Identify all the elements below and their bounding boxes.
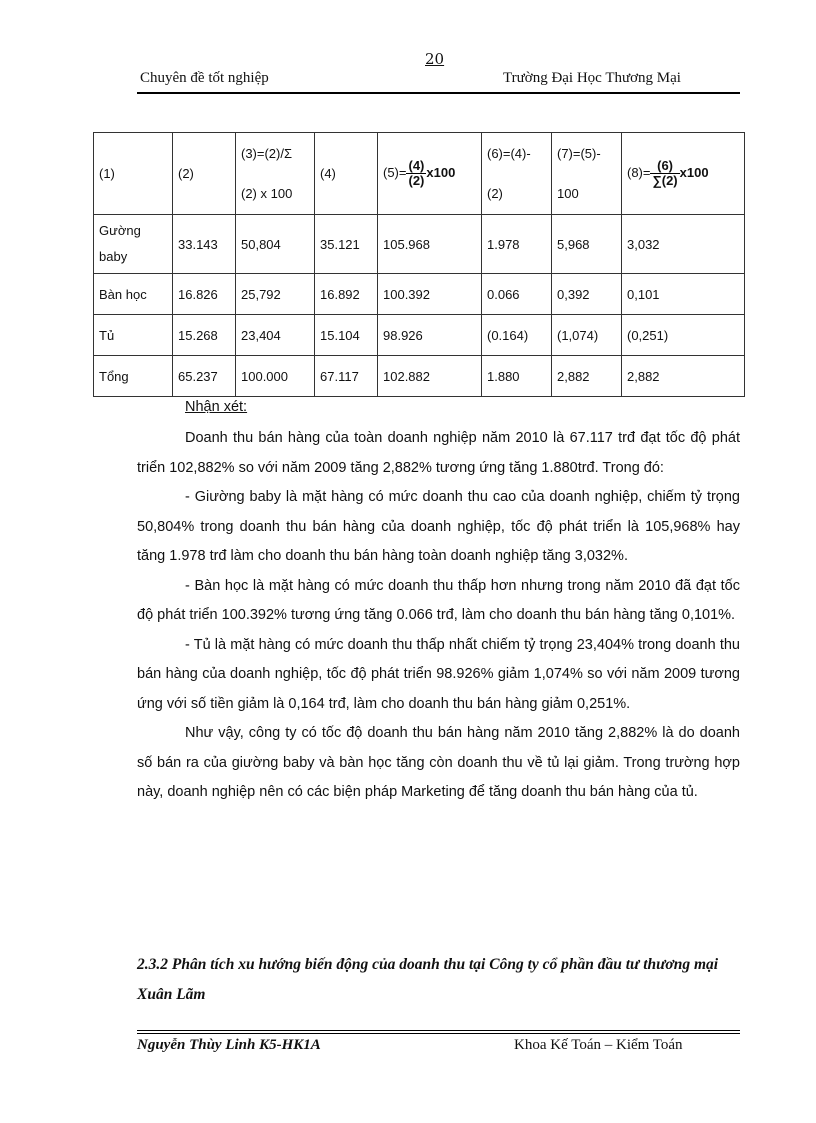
- table-cell: 0,101: [622, 274, 745, 315]
- table-cell: (0.164): [482, 315, 552, 356]
- table-cell: [94, 215, 173, 274]
- paragraph: - Giường baby là mặt hàng có mức doanh thu cao của doanh nghiệp, chiếm tỷ trọng 50,804% trong doanh thu bán hàng của doanh nghiệp, tốc độ phát triển là 105,968% hay tăng 1.978 trđ làm cho doanh thu bán hàng toàn doanh nghiệp tăng 3,032%.: [137, 489, 740, 564]
- footer-right: Khoa Kế Toán – Kiểm Toán: [514, 1037, 683, 1053]
- fraction-denominator: ∑(2): [652, 173, 678, 188]
- table-cell: Bàn học: [94, 274, 173, 315]
- table-cell: 15.268: [173, 315, 236, 356]
- header-text: (2): [178, 166, 194, 181]
- paragraph: Doanh thu bán hàng của toàn doanh nghiệp năm 2010 là 67.117 trđ đạt tốc độ phát triển 102,882% so với năm 2009 tăng 2,882% tương ứng tăng 1.880trđ. Trong đó:: [137, 430, 740, 476]
- table-cell: 33.143: [173, 215, 236, 274]
- footer-divider: [137, 1030, 740, 1031]
- remarks-label: Nhận xét:: [185, 399, 248, 415]
- table-cell: 5,968: [552, 215, 622, 274]
- table-cell: 16.826: [173, 274, 236, 315]
- fraction: [650, 159, 679, 188]
- footer-divider: [137, 1033, 740, 1034]
- revenue-table: [93, 132, 745, 397]
- header-cell: [236, 133, 315, 215]
- table-cell: 2,882: [622, 356, 745, 397]
- table-cell: 2,882: [552, 356, 622, 397]
- table-cell: 100.392: [378, 274, 482, 315]
- fraction-denominator: (2): [408, 173, 425, 188]
- table-cell: (0,251): [622, 315, 745, 356]
- fraction: [406, 159, 426, 188]
- table-cell: 65.237: [173, 356, 236, 397]
- page-number: 20: [425, 50, 445, 68]
- table-row: [94, 315, 745, 356]
- header-cell: [482, 133, 552, 215]
- fraction-numerator: (6): [650, 159, 679, 174]
- header-cell: [622, 133, 745, 215]
- table-cell: 0,392: [552, 274, 622, 315]
- table-cell: 1.978: [482, 215, 552, 274]
- header-cell: [552, 133, 622, 215]
- table-cell: 0.066: [482, 274, 552, 315]
- header-cell: [315, 133, 378, 215]
- table-cell: (1,074): [552, 315, 622, 356]
- table-cell: 16.892: [315, 274, 378, 315]
- table-cell: Tổng: [94, 356, 173, 397]
- table-cell: 98.926: [378, 315, 482, 356]
- table-row: [94, 215, 745, 274]
- header-text: (2) x 100: [241, 185, 293, 201]
- header-text: (2): [487, 185, 503, 201]
- table-cell: 25,792: [236, 274, 315, 315]
- header-text: x100: [679, 164, 709, 180]
- section-title: 2.3.2 Phân tích xu hướng biến động của doanh thu tại Công ty cổ phần đầu tư thương mại Xuân Lãm: [137, 956, 719, 1003]
- table-cell: 15.104: [315, 315, 378, 356]
- header-cell: [94, 133, 173, 215]
- table-cell: 1.880: [482, 356, 552, 397]
- paragraph: - Bàn học là mặt hàng có mức doanh thu thấp hơn nhưng trong năm 2010 đã đạt tốc độ phát triển 100.392% tương ứng tăng 0.066 trđ, làm cho doanh thu bán hàng tăng 0,101%.: [137, 577, 740, 623]
- footer-left: Nguyễn Thùy Linh K5-HK1A: [137, 1037, 321, 1053]
- header-text: (6)=(4)-: [487, 145, 531, 161]
- table-cell: 3,032: [622, 215, 745, 274]
- header-left: Chuyên đề tốt nghiệp: [140, 70, 269, 86]
- table-cell: 67.117: [315, 356, 378, 397]
- paragraph: - Tủ là mặt hàng có mức doanh thu thấp nhất chiếm tỷ trọng 23,404% trong doanh thu bán hàng của doanh nghiệp, tốc độ phát triển 98.926% giảm 1,074% so với năm 2009 tương ứng với số tiền giảm là 0,164 trđ, làm cho doanh thu bán hàng giảm 0,251%.: [137, 636, 740, 712]
- table-cell: 105.968: [378, 215, 482, 274]
- header-text: (3)=(2)/Σ: [241, 145, 293, 161]
- table-cell: 35.121: [315, 215, 378, 274]
- table-cell: 100.000: [236, 356, 315, 397]
- header-text: (4): [320, 166, 336, 181]
- header-right: Trường Đại Học Thương Mại: [503, 70, 681, 86]
- table-row: [94, 356, 745, 397]
- table-cell: 23,404: [236, 315, 315, 356]
- header-text: (5)=: [383, 164, 407, 180]
- header-text: (1): [99, 166, 115, 181]
- body-text: [137, 424, 740, 808]
- header-text: 100: [557, 185, 579, 201]
- cell-text: Gường: [99, 223, 141, 238]
- cell-text: baby: [99, 249, 128, 264]
- table-header-row: [94, 133, 745, 215]
- header-text: x100: [426, 164, 456, 180]
- header-cell: [378, 133, 482, 215]
- table-row: [94, 274, 745, 315]
- header-text: (7)=(5)-: [557, 145, 601, 161]
- header-text: (8)=: [627, 164, 651, 180]
- header-divider: [137, 92, 740, 94]
- table-cell: Tủ: [94, 315, 173, 356]
- header-cell: [173, 133, 236, 215]
- table-cell: 50,804: [236, 215, 315, 274]
- paragraph: Như vậy, công ty có tốc độ doanh thu bán hàng năm 2010 tăng 2,882% là do doanh số bán ra của giường baby và bàn học tăng còn doanh thu về tủ lại giảm. Trong trường hợp này, doanh nghiệp nên có các biện pháp Marketing để tăng doanh thu bán hàng của tủ.: [137, 725, 740, 800]
- fraction-numerator: (4): [408, 158, 425, 173]
- table-cell: 102.882: [378, 356, 482, 397]
